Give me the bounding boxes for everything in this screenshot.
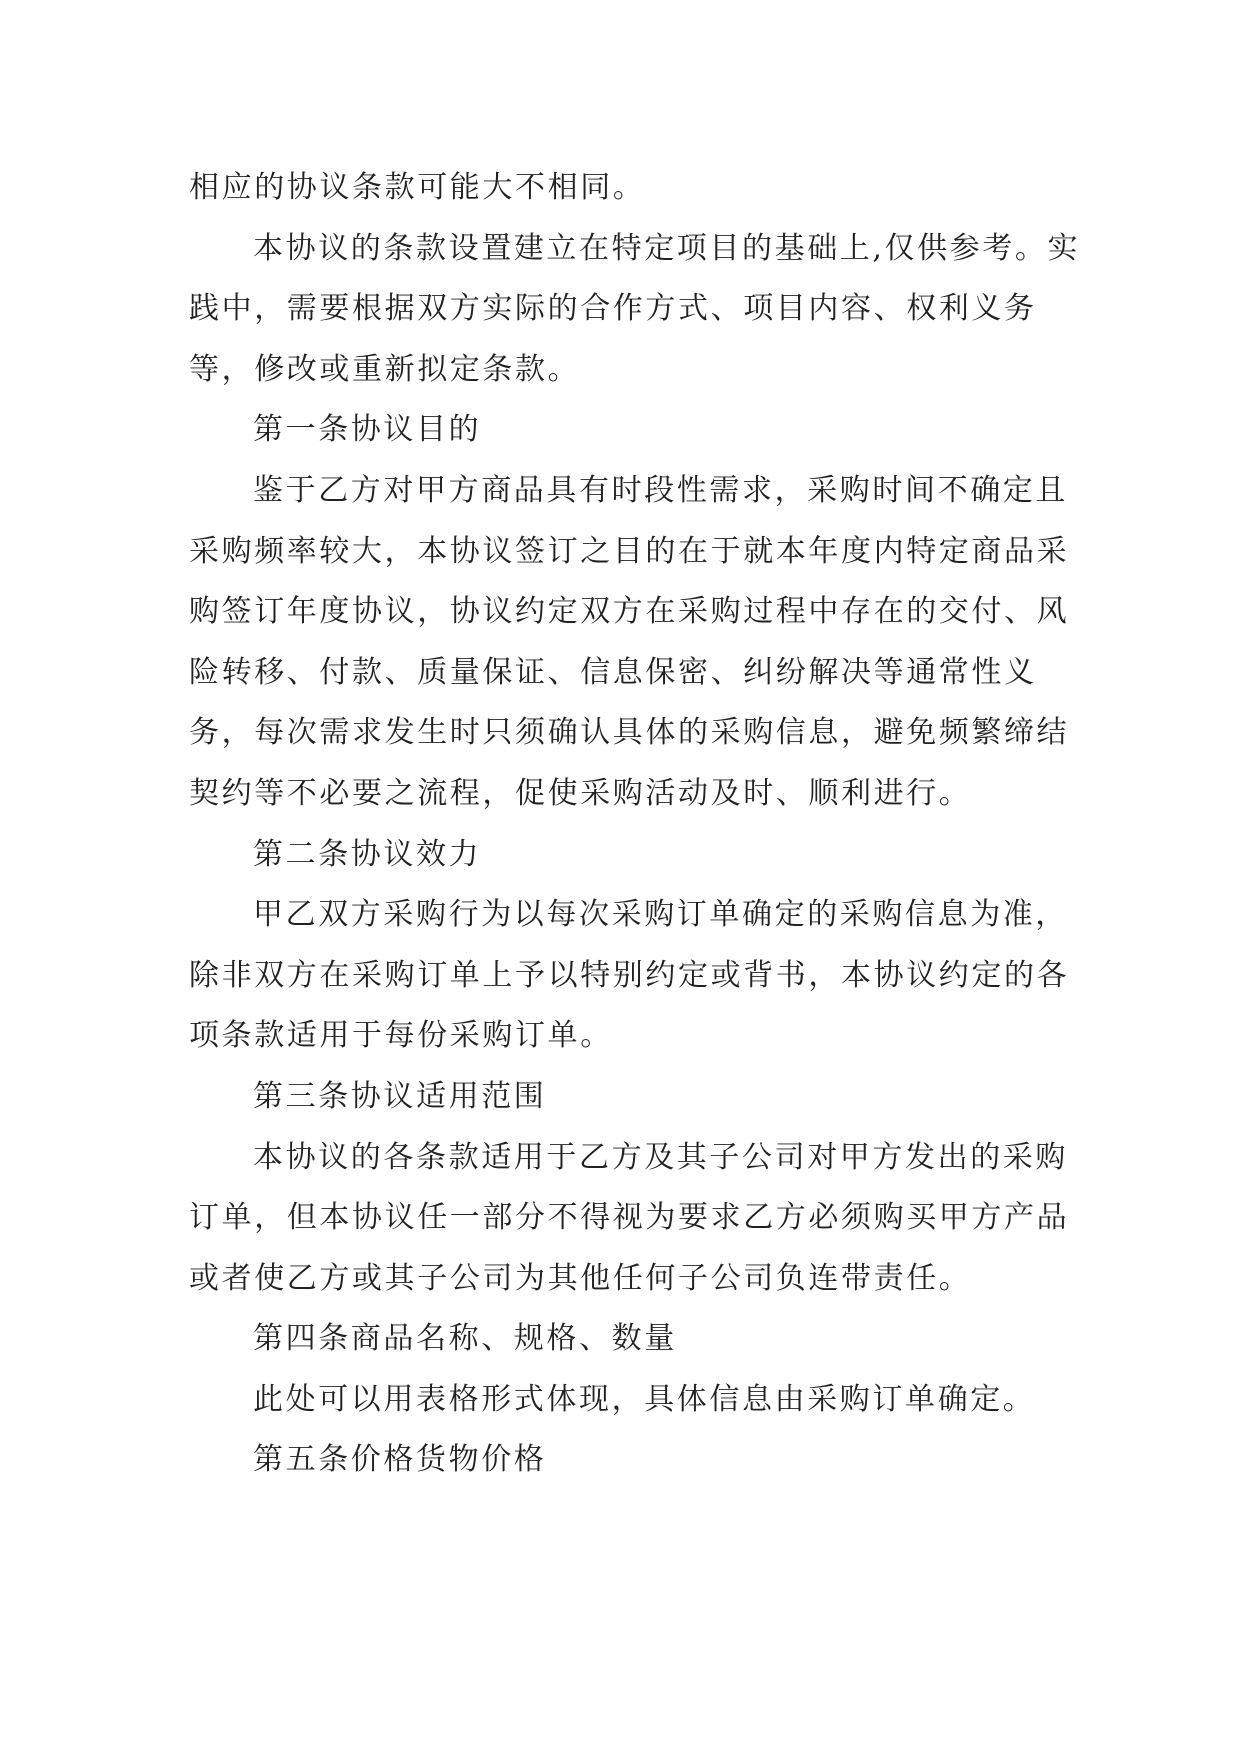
article-1-heading: 第一条协议目的 <box>253 412 482 448</box>
article-3-heading: 第三条协议适用范围 <box>253 1078 547 1114</box>
article-2-text: 甲乙双方采购行为以每次采购订单确定的采购信息为准，除非双方在采购订单上予以特别约定或背书，本协议约定的各项条款适用于每份采购订单。 <box>189 897 1070 1054</box>
paragraph-disclaimer: 本协议的条款设置建立在特定项目的基础上,仅供参考。实践中，需要根据双方实际的合作方式、项目内容、权利义务等，修改或重新拟定条款。 <box>189 230 1081 387</box>
article-3-text: 本协议的各条款适用于乙方及其子公司对甲方发出的采购订单，但本协议任一部分不得视为要求乙方必须购买甲方产品或者使乙方或其子公司为其他任何子公司负连带责任。 <box>189 1139 1070 1296</box>
document-body <box>189 158 1089 1491</box>
article-4-text: 此处可以用表格形式体现，具体信息由采购订单确定。 <box>253 1381 1036 1417</box>
article-4-heading: 第四条商品名称、规格、数量 <box>253 1321 677 1357</box>
article-1-text: 鉴于乙方对甲方商品具有时段性需求，采购时间不确定且采购频率较大，本协议签订之目的在于就本年度内特定商品采购签订年度协议，协议约定双方在采购过程中存在的交付、风险转移、付款、质量保证、信息保密、纠纷解决等通常性义务，每次需求发生时只须确认具体的采购信息，避免频繁缔结契约等不必要之流程，促使采购活动及时、顺利进行。 <box>189 472 1070 811</box>
article-2-heading: 第二条协议效力 <box>253 836 482 872</box>
paragraph-continuation: 相应的协议条款可能大不相同。 <box>189 170 646 205</box>
article-5-heading: 第五条价格货物价格 <box>253 1442 547 1478</box>
